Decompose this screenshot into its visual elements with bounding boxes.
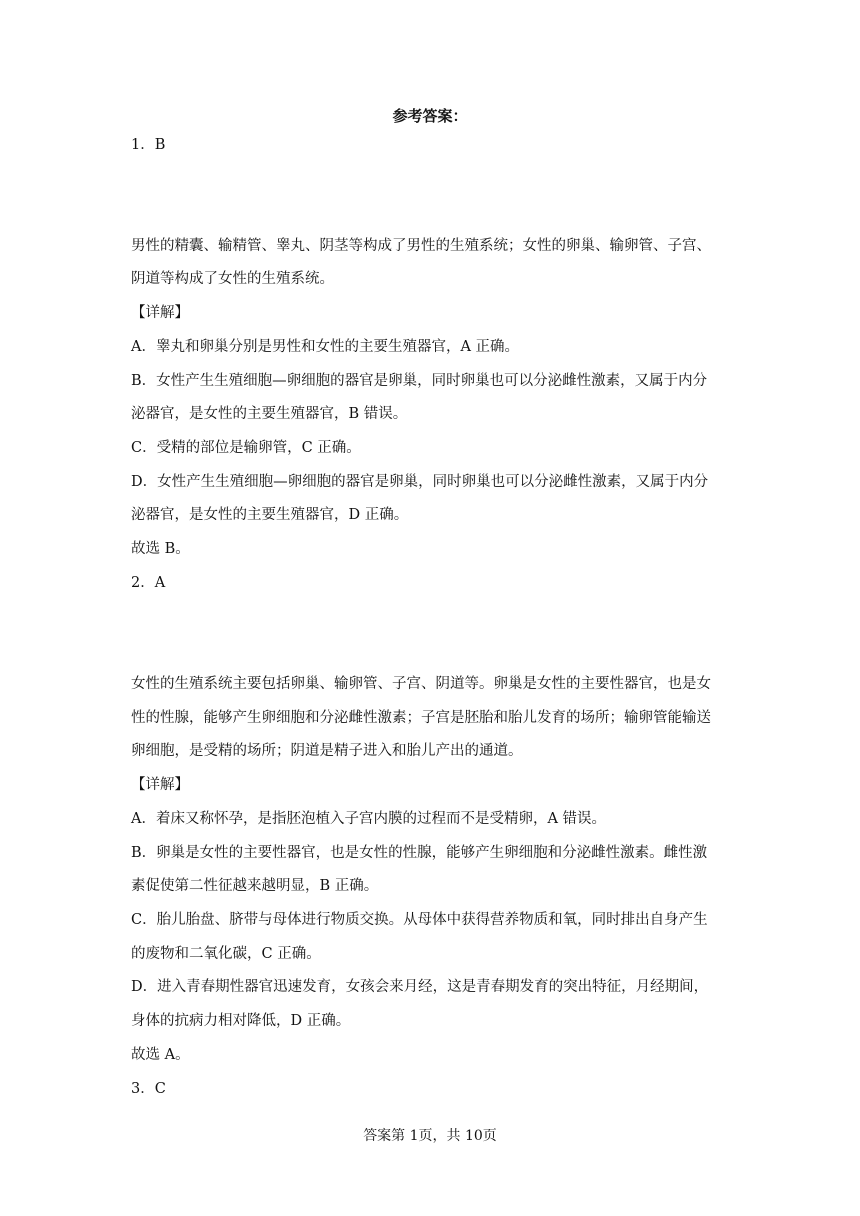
answer-1-detail-a: A．睾丸和卵巢分别是男性和女性的主要生殖器官，A 正确。 bbox=[131, 339, 520, 355]
answer-1-detail-b-line-1: B．女性产生生殖细胞—卵细胞的器官是卵巢，同时卵巢也可以分泌雌性激素，又属于内分 bbox=[131, 373, 708, 389]
answer-2-detail-a: A．着床又称怀孕，是指胚泡植入子宫内膜的过程而不是受精卵，A 错误。 bbox=[131, 811, 607, 827]
answer-1-detail-d-line-2: 泌器官，是女性的主要生殖器官，D 正确。 bbox=[131, 507, 409, 523]
answer-2-analysis-line-3: 卵细胞，是受精的场所；阴道是精子进入和胎儿产出的通道。 bbox=[131, 743, 523, 759]
page-footer: 答案第 1页，共 10页 bbox=[363, 1128, 497, 1144]
answer-3-number: 3．C bbox=[131, 1081, 166, 1097]
answer-2-analysis-line-2: 性的性腺，能够产生卵细胞和分泌雌性激素；子宫是胚胎和胎儿发育的场所；输卵管能输送 bbox=[131, 710, 711, 726]
answer-1-number: 1．B bbox=[131, 137, 166, 153]
answer-2-detail-d-line-1: D．进入青春期性器官迅速发育，女孩会来月经，这是青春期发育的突出特征，月经期间， bbox=[131, 979, 709, 995]
answer-1-conclusion: 故选 B。 bbox=[131, 541, 190, 557]
answer-2-analysis-line-1: 女性的生殖系统主要包括卵巢、输卵管、子宫、阴道等。卵巢是女性的主要性器官，也是女 bbox=[131, 676, 711, 692]
answer-1-detail-c: C．受精的部位是输卵管，C 正确。 bbox=[131, 440, 361, 456]
answer-2-number: 2．A bbox=[131, 575, 166, 591]
answer-2-detail-b-line-1: B．卵巢是女性的主要性器官，也是女性的性腺，能够产生卵细胞和分泌雌性激素。雌性激 bbox=[131, 845, 708, 861]
answer-2-detail-d-line-2: 身体的抗病力相对降低，D 正确。 bbox=[131, 1013, 351, 1029]
answer-1-detail-b-line-2: 泌器官，是女性的主要生殖器官，B 错误。 bbox=[131, 406, 408, 422]
answer-2-detail-label: 【详解】 bbox=[131, 777, 189, 793]
answer-1-detail-d-line-1: D．女性产生生殖细胞—卵细胞的器官是卵巢，同时卵巢也可以分泌雌性激素，又属于内分 bbox=[131, 474, 709, 490]
answer-2-detail-b-line-2: 素促使第二性征越来越明显，B 正确。 bbox=[131, 878, 379, 894]
answer-2-detail-c-line-2: 的废物和二氧化碳，C 正确。 bbox=[131, 946, 321, 962]
answer-2-detail-c-line-1: C．胎儿胎盘、脐带与母体进行物质交换。从母体中获得营养物质和氧，同时排出自身产生 bbox=[131, 912, 708, 928]
answer-1-detail-label: 【详解】 bbox=[131, 305, 189, 321]
answer-2-conclusion: 故选 A。 bbox=[131, 1047, 190, 1063]
page-title: 参考答案： bbox=[392, 107, 468, 125]
answer-1-analysis-line-1: 男性的精囊、输精管、睾丸、阴茎等构成了男性的生殖系统；女性的卵巢、输卵管、子宫、 bbox=[131, 238, 711, 254]
answer-1-analysis-line-2: 阴道等构成了女性的生殖系统。 bbox=[131, 271, 334, 287]
